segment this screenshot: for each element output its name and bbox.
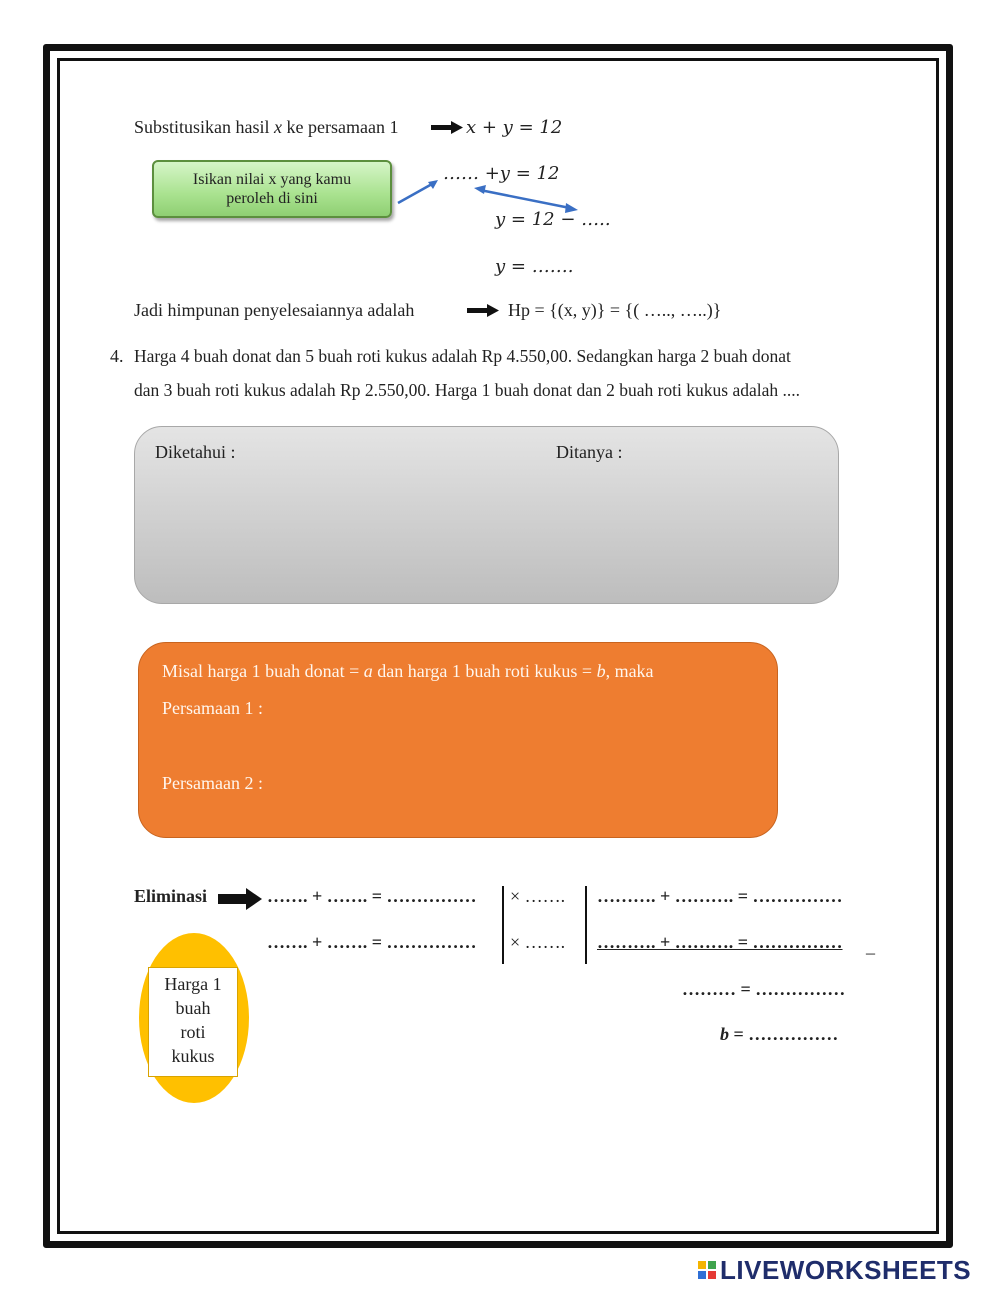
elimination-row-1-left[interactable]: ……. + ……. = …………… [267, 886, 477, 906]
asked-label: Ditanya : [556, 442, 623, 462]
logo-mark-icon [698, 1261, 716, 1279]
oval-note-card: Harga 1 buah roti kukus [148, 967, 238, 1077]
equation-1: x + y = 12 [466, 117, 563, 138]
multiplier-2[interactable]: × ……. [510, 932, 566, 952]
hint-line-2: peroleh di sini [226, 190, 318, 207]
minus-sign: _ [866, 936, 875, 956]
known-label: Diketahui : [155, 442, 236, 462]
question-line-2: dan 3 buah roti kukus adalah Rp 2.550,00. Harga 1 buah donat dan 2 buah roti kukus adalah .... [134, 380, 800, 400]
hint-box [152, 160, 392, 218]
equation-1-label: Persamaan 1 : [162, 698, 263, 718]
liveworksheets-logo[interactable] [698, 1256, 971, 1284]
solution-set: Hp = {(x, y)} = {( ….., …..)} [508, 300, 722, 320]
arrow-right-icon [467, 304, 499, 318]
logo-text: LIVEWORKSHEETS [720, 1254, 972, 1285]
multiplier-1[interactable]: × ……. [510, 886, 566, 906]
elimination-result[interactable]: ……… = …………… [682, 979, 846, 999]
arrow-right-icon [431, 121, 463, 135]
elimination-row-2-right[interactable]: ………. + ………. = …………… [597, 932, 843, 952]
elimination-label: Eliminasi [134, 886, 208, 906]
question-number: 4. [110, 346, 124, 366]
model-box[interactable] [138, 642, 778, 838]
elimination-row-2-left[interactable]: ……. + ……. = …………… [267, 932, 477, 952]
hint-line-1: Isikan nilai x yang kamu [192, 171, 352, 188]
divider-line [502, 886, 504, 964]
substitute-instruction: Substitusikan hasil x ke persamaan 1 [134, 117, 399, 137]
model-intro: Misal harga 1 buah donat = a dan harga 1 buah roti kukus = b, maka [162, 661, 654, 681]
arrow-right-icon [218, 888, 262, 910]
substitution-line-3: y = ……. [495, 256, 574, 277]
question-line-1: Harga 4 buah donat dan 5 buah roti kukus adalah Rp 4.550,00. Sedangkan harga 2 buah donat [134, 346, 791, 366]
known-asked-box[interactable] [134, 426, 839, 604]
elimination-row-1-right[interactable]: ………. + ………. = …………… [597, 886, 843, 906]
substitution-line-1: …… +y = 12 [443, 163, 560, 184]
b-result[interactable]: b = …………… [720, 1024, 839, 1044]
conclusion-label: Jadi himpunan penyelesaiannya adalah [134, 300, 415, 320]
divider-line [585, 886, 587, 964]
equation-2-label: Persamaan 2 : [162, 773, 263, 793]
substitution-line-2: y = 12 − ….. [495, 209, 611, 230]
